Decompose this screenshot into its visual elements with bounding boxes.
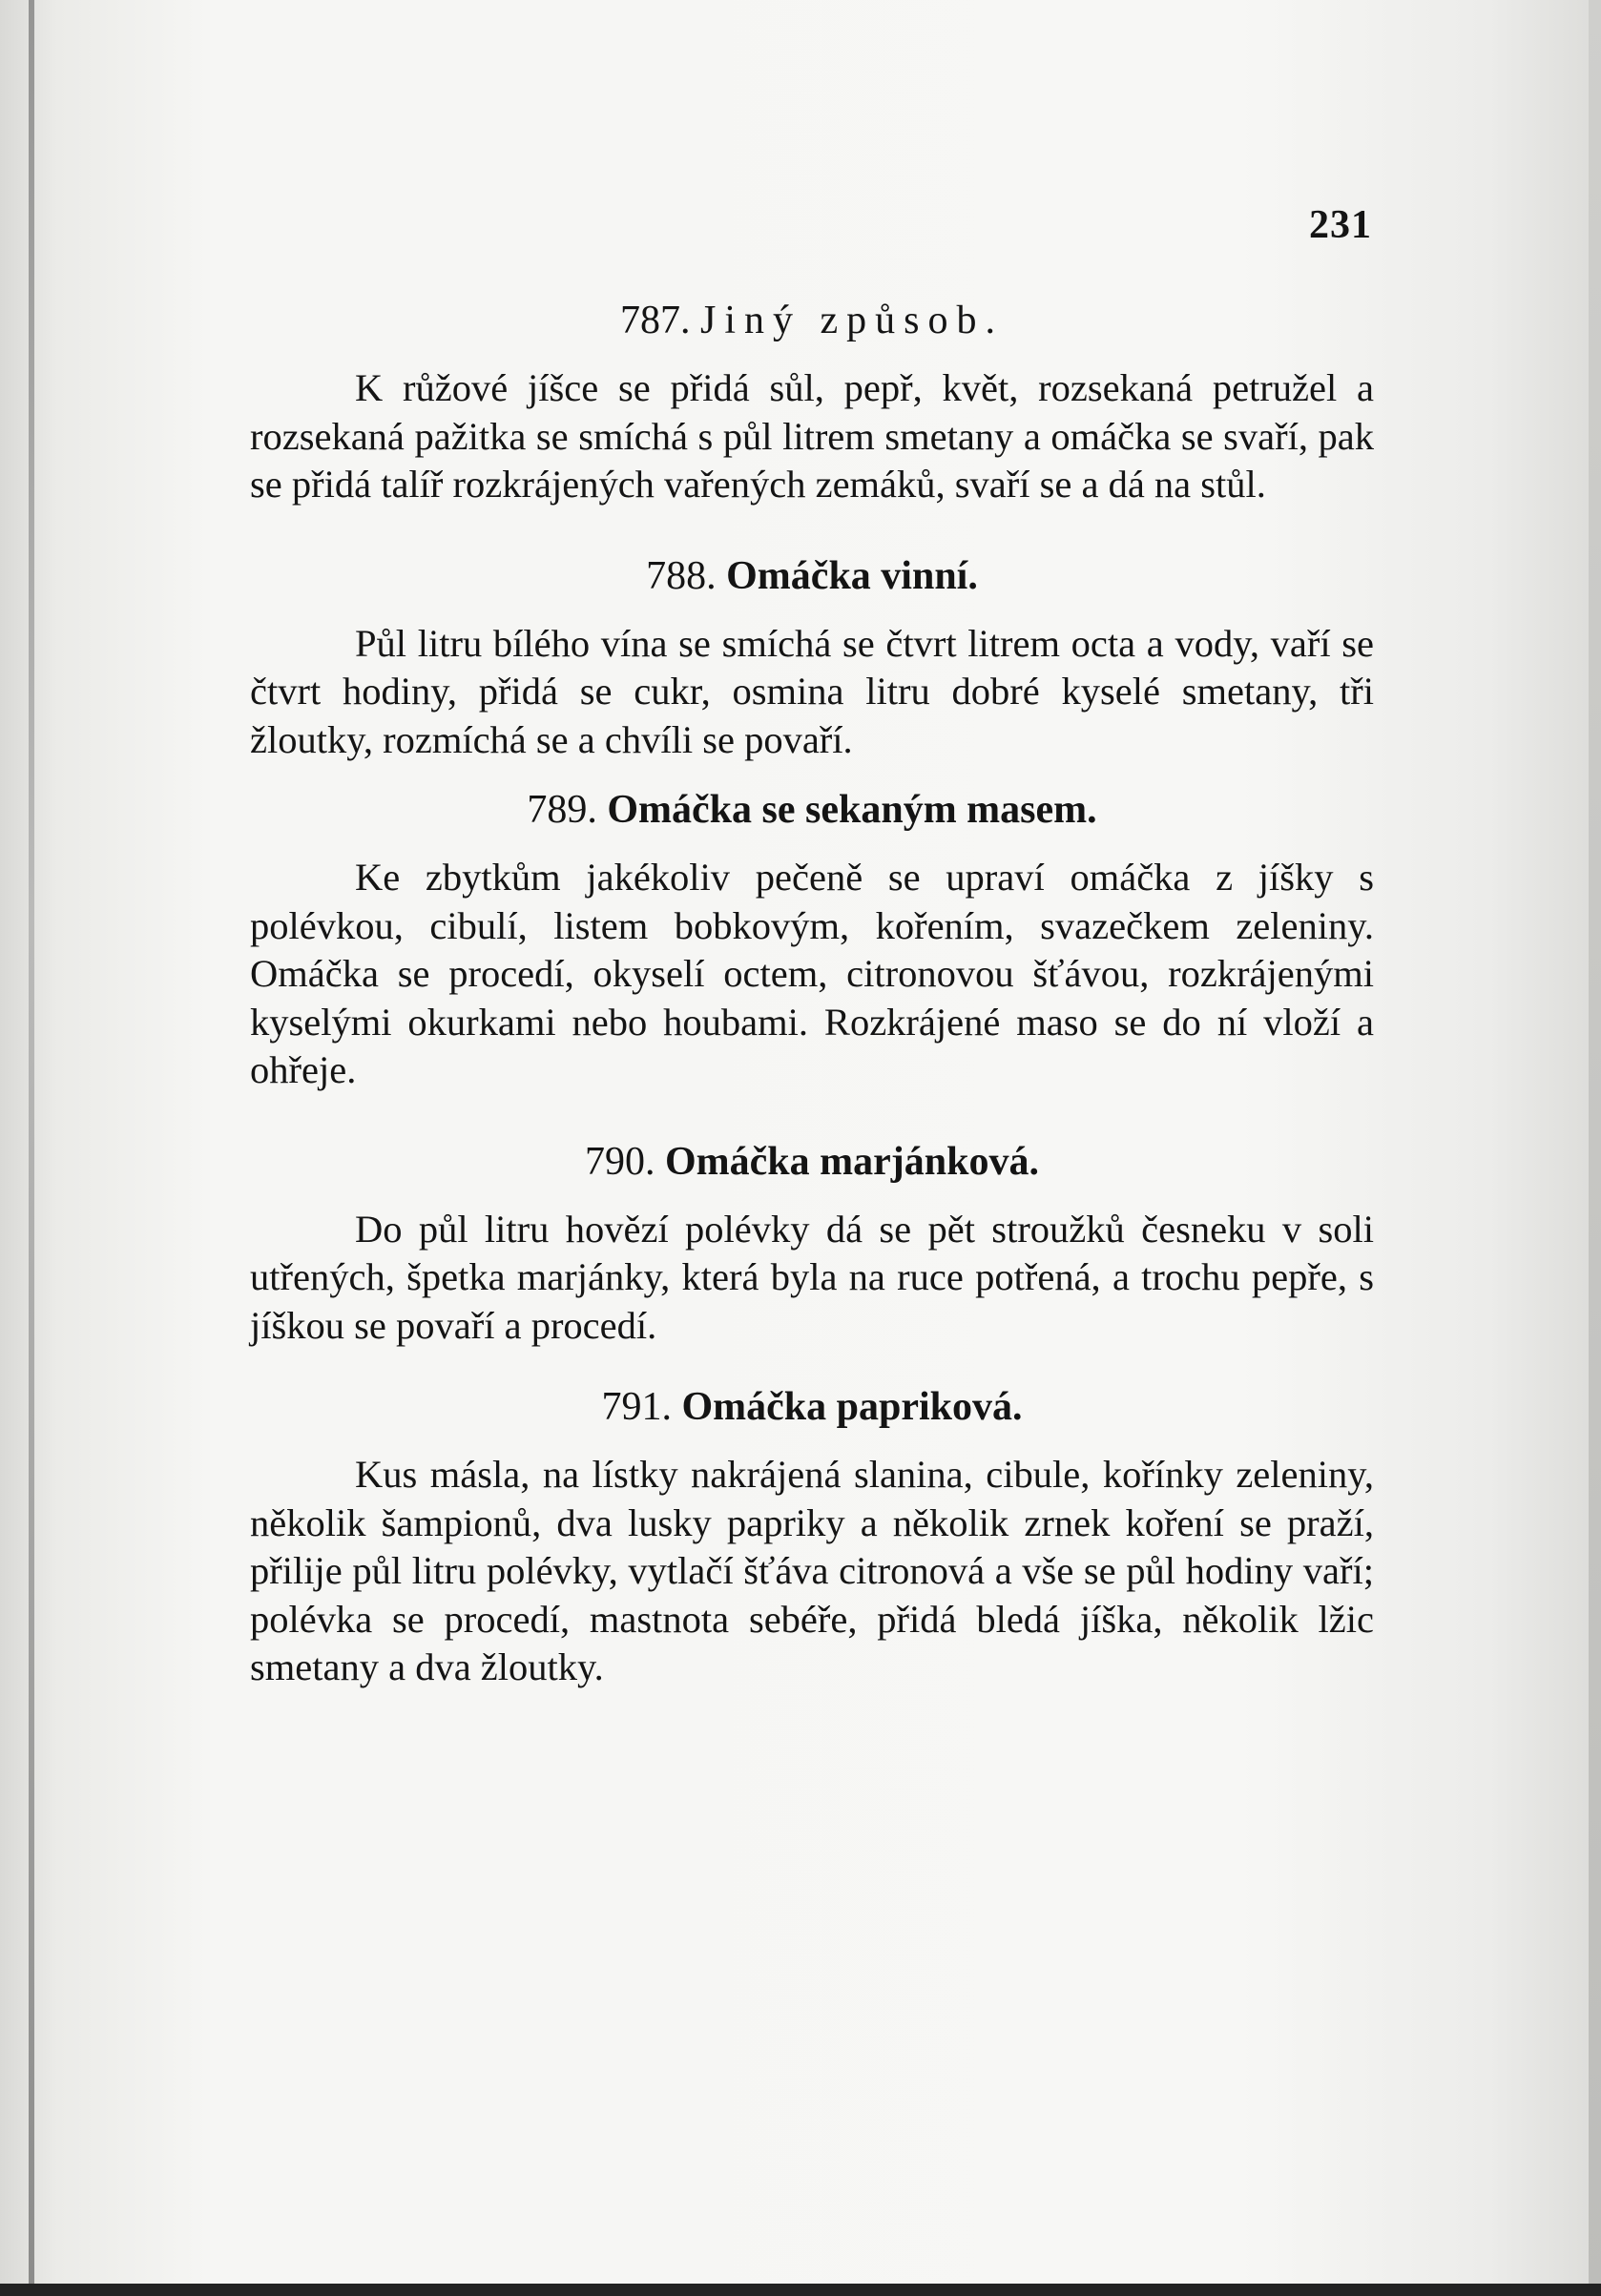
recipe-text: Kus másla, na lístky nakrájená slanina, cibule, kořínky zeleniny, několik šampionů, dva lusky papriky a několik zrnek koření se praží, přilije půl litru polévky, vytlačí šťáva citronová a vše se půl hodiny vaří; polévka se procedí, mastnota sebéře, přidá bledá jíška, několik lžic smetany a dva žloutky. xyxy=(250,1453,1374,1688)
scan-bottom-edge xyxy=(0,2284,1601,2296)
recipe-number: 789. xyxy=(527,788,597,832)
scan-left-edge xyxy=(29,0,34,2296)
section-gap xyxy=(250,1350,1374,1382)
recipe-790 xyxy=(250,1137,1374,1351)
recipe-title: Jiný způsob. xyxy=(700,299,1004,342)
recipe-text: Do půl litru hovězí polévky dá se pět stroužků česneku v soli utřených, špetka marjánky, která byla na ruce potřená, a trochu pepře, s jíškou se povaří a procedí. xyxy=(250,1207,1374,1347)
recipe-787 xyxy=(250,296,1374,509)
recipe-heading xyxy=(250,551,1374,601)
recipe-title: Omáčka se sekaným masem. xyxy=(607,788,1097,832)
recipe-title: Omáčka marjánková. xyxy=(665,1139,1039,1184)
recipe-heading xyxy=(250,296,1374,345)
recipe-heading xyxy=(250,1137,1374,1187)
recipe-number: 788. xyxy=(646,553,717,598)
recipe-number: 791. xyxy=(601,1385,672,1429)
scan-right-edge xyxy=(1589,0,1601,2296)
recipe-title: Omáčka papriková. xyxy=(681,1385,1023,1429)
recipe-number: 787. xyxy=(620,299,691,342)
page-body xyxy=(250,296,1374,1692)
recipe-791 xyxy=(250,1382,1374,1692)
recipe-title: Omáčka vinní. xyxy=(726,553,978,598)
recipe-number: 790. xyxy=(585,1139,655,1184)
recipe-text: Ke zbytkům jakékoliv pečeně se upraví omáčka z jíšky s polévkou, cibulí, listem bobkovým, kořením, svazečkem zeleniny. Omáčka se procedí, okyselí octem, citronovou šťávou, rozkrájenými kyselými okurkami nebo houbami. Rozkrájené maso se do ní vloží a ohřeje. xyxy=(250,856,1374,1091)
section-gap xyxy=(250,1095,1374,1137)
recipe-heading xyxy=(250,1382,1374,1432)
recipe-788 xyxy=(250,551,1374,765)
page-number: 231 xyxy=(1309,203,1372,247)
recipe-789 xyxy=(250,785,1374,1095)
recipe-text: K růžové jíšce se přidá sůl, pepř, květ, rozsekaná petružel a rozsekaná pažitka se smíchá s půl litrem smetany a omáčka se svaří, pak se přidá talíř rozkrájených vařených zemáků, svaří se a dá na stůl. xyxy=(250,366,1374,506)
recipe-text: Půl litru bílého vína se smíchá se čtvrt litrem octa a vody, vaří se čtvrt hodiny, přidá se cukr, osmina litru dobré kyselé smetany, tři žloutky, rozmíchá se a chvíli se povaří. xyxy=(250,621,1374,761)
section-gap xyxy=(250,764,1374,785)
recipe-heading xyxy=(250,785,1374,835)
section-gap xyxy=(250,509,1374,551)
